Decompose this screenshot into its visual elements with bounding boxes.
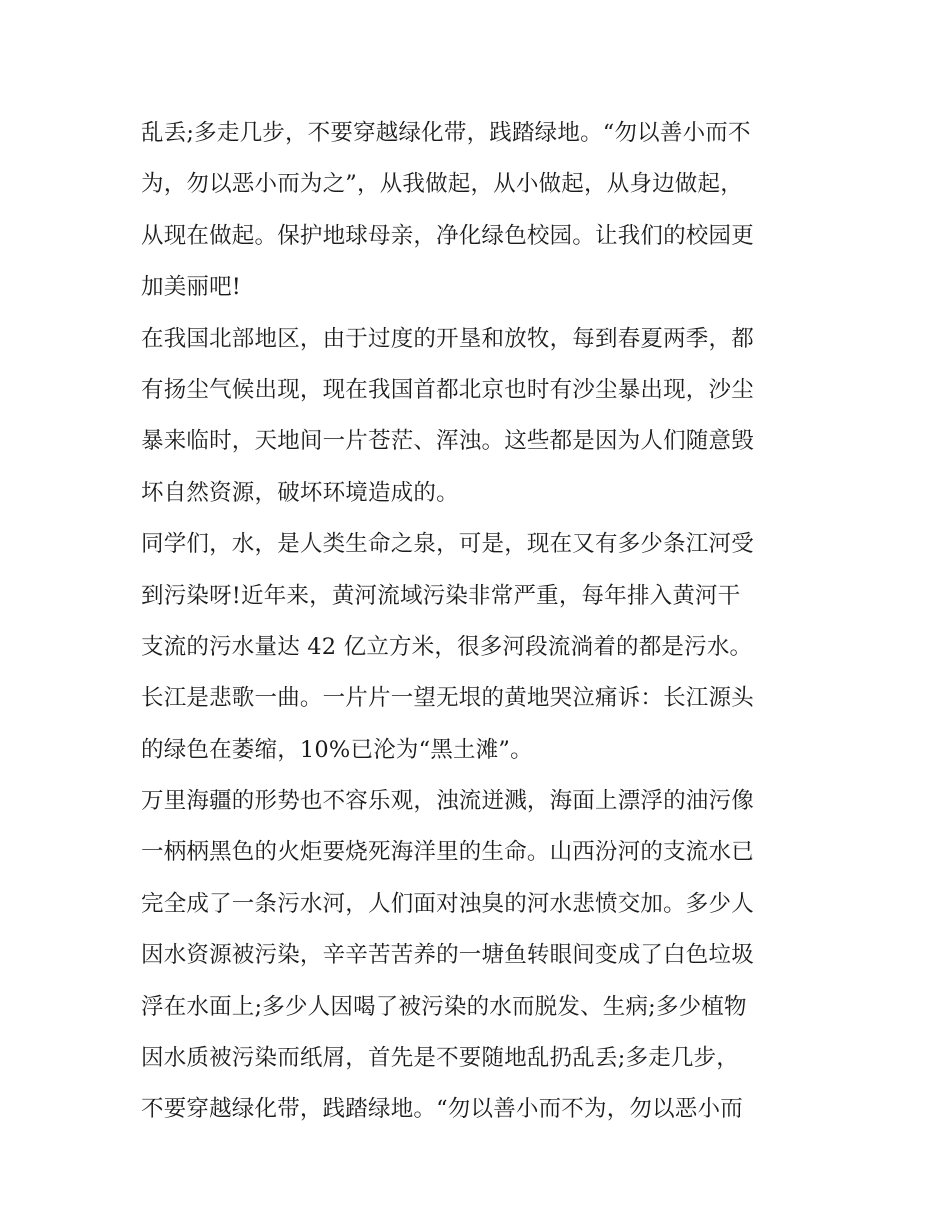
text-line: 到污染呀!近年来，黄河流域污染非常严重，每年排入黄河干 [141, 582, 741, 609]
document-body [141, 108, 821, 1136]
text-line: 支流的污水量达 42 亿立方米，很多河段流淌着的都是污水。 [141, 633, 753, 660]
text-line: 同学们，水，是人类生命之泉，可是，现在又有多少条江河受 [141, 531, 754, 558]
text-line: 加美丽吧! [141, 274, 242, 301]
text-line: 的绿色在萎缩，10%已沦为“黑土滩”。 [141, 736, 533, 763]
text-line: 乱丢;多走几步，不要穿越绿化带，践踏绿地。“勿以善小而不 [141, 120, 751, 146]
text-line: 为，勿以恶小而为之”，从我做起，从小做起，从身边做起， [141, 171, 743, 198]
text-line: 因水资源被污染，辛辛苦苦养的一塘鱼转眼间变成了白色垃圾 [141, 942, 754, 969]
text-line: 坏自然资源，破坏环境造成的。 [141, 479, 459, 506]
text-line: 因水质被污染而纸屑，首先是不要随地乱扔乱丢;多走几步， [141, 1045, 739, 1072]
text-line: 完全成了一条污水河，人们面对浊臭的河水悲愤交加。多少人 [141, 890, 754, 917]
text-line: 浮在水面上;多少人因喝了被污染的水而脱发、生病;多少植物 [141, 993, 747, 1020]
text-line: 在我国北部地区，由于过度的开垦和放牧，每到春夏两季，都 [141, 325, 754, 352]
text-line: 万里海疆的形势也不容乐观，浊流迸溅，海面上漂浮的油污像 [141, 788, 754, 815]
text-line: 暴来临时，天地间一片苍茫、浑浊。这些都是因为人们随意毁 [141, 428, 754, 455]
text-line: 从现在做起。保护地球母亲，净化绿色校园。让我们的校园更 [141, 222, 754, 249]
text-line: 一柄柄黑色的火炬要烧死海洋里的生命。山西汾河的支流水已 [141, 839, 754, 866]
text-line: 有扬尘气候出现，现在我国首都北京也时有沙尘暴出现，沙尘 [141, 376, 754, 403]
text-line: 不要穿越绿化带，践踏绿地。“勿以善小而不为，勿以恶小而 [141, 1096, 743, 1123]
text-line: 长江是悲歌一曲。一片片一望无垠的黄地哭泣痛诉：长江源头 [141, 685, 754, 712]
